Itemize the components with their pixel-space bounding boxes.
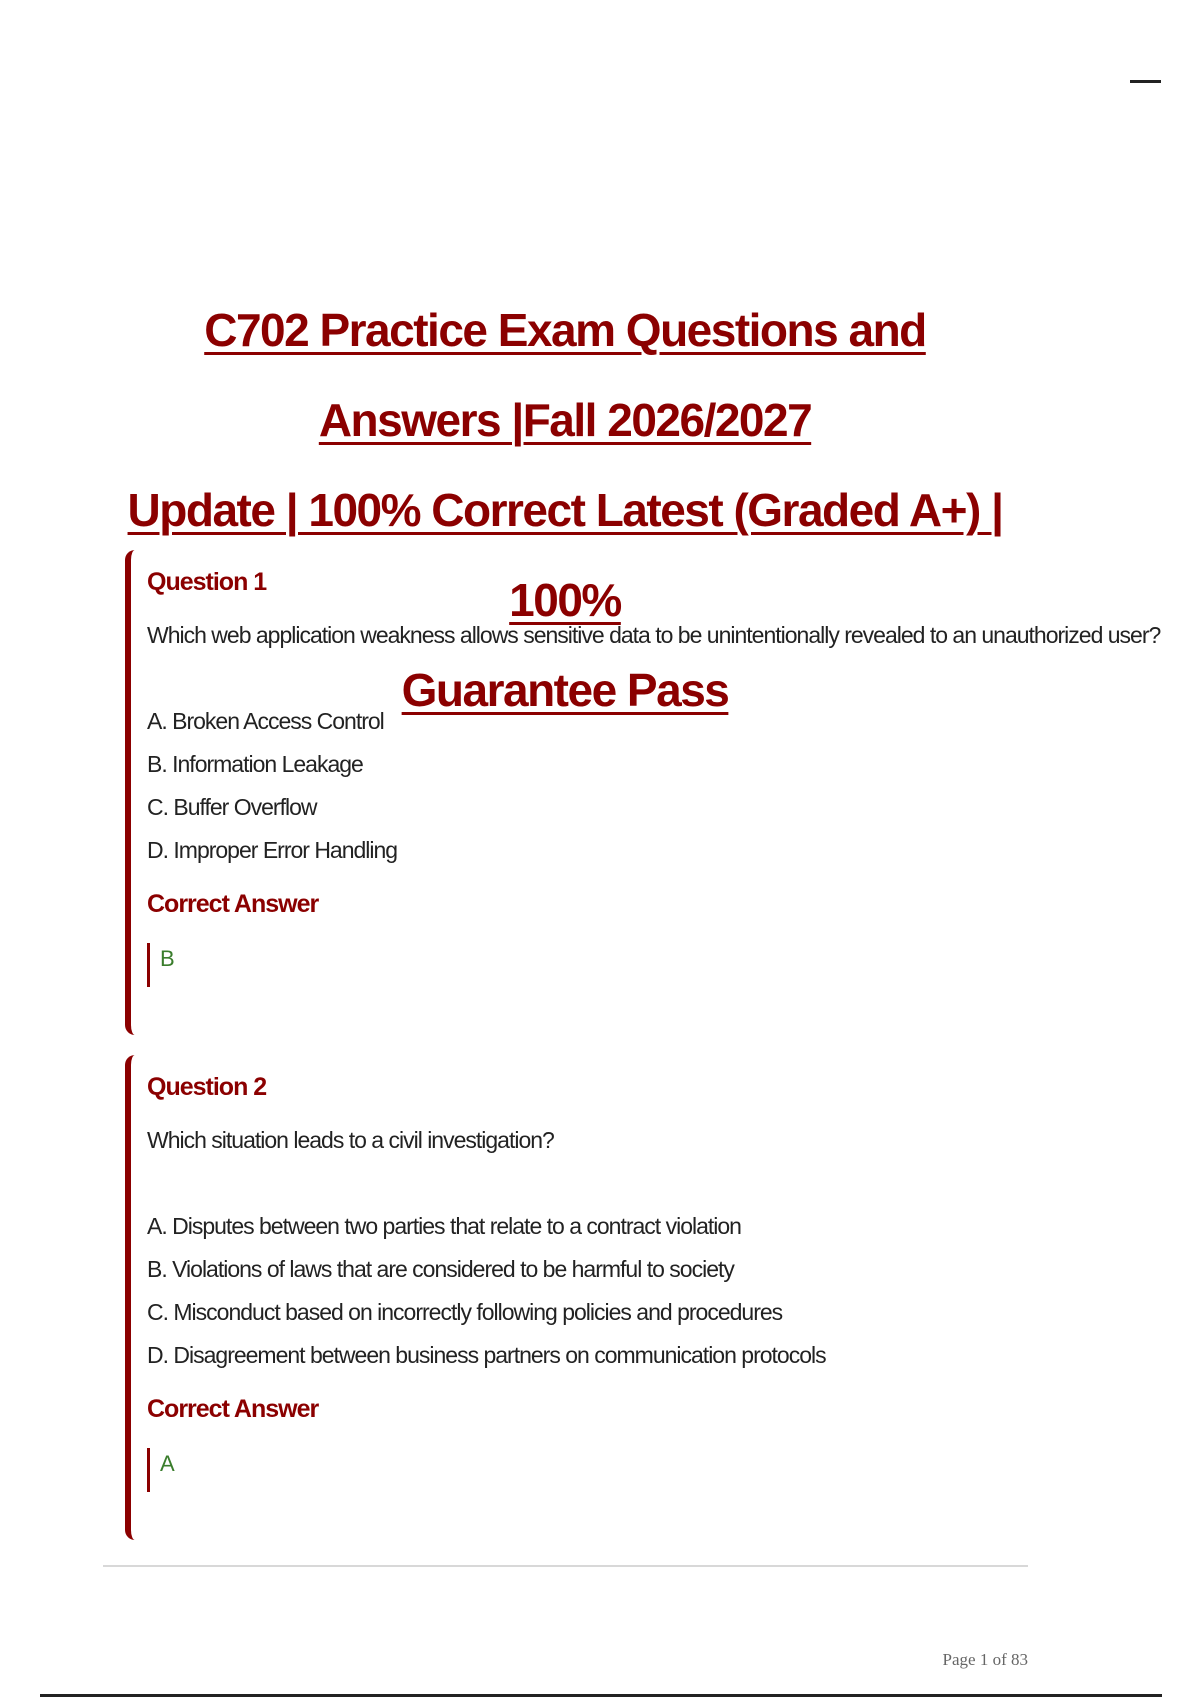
correct-answer-value: A xyxy=(147,1448,175,1492)
question-label: Question 1 xyxy=(147,568,267,596)
bottom-rule xyxy=(40,1694,1162,1697)
option-c: C. Buffer Overflow xyxy=(147,794,317,820)
option-a: A. Broken Access Control xyxy=(147,708,384,734)
option-c: C. Misconduct based on incorrectly following policies and procedures xyxy=(147,1299,783,1325)
option-a: A. Disputes between two parties that relate to a contract violation xyxy=(147,1213,741,1239)
corner-dash xyxy=(1130,80,1161,83)
option-b: B. Violations of laws that are considered to be harmful to society xyxy=(147,1256,734,1282)
option-d: D. Improper Error Handling xyxy=(147,837,398,863)
title-line-3: Guarantee Pass xyxy=(401,664,729,716)
question-block xyxy=(125,550,1161,1035)
title-line-2: Update | 100% Correct Latest (Graded A+) | 100% xyxy=(127,484,1003,626)
correct-answer-label: Correct Answer xyxy=(147,890,319,918)
answer-options xyxy=(147,700,397,872)
question-text: Which web application weakness allows sensitive data to be unintentionally revealed to an unauthorized user? xyxy=(147,622,1161,648)
title-line-1: C702 Practice Exam Questions and Answers |Fall 2026/2027 xyxy=(204,304,926,446)
question-label: Question 2 xyxy=(147,1073,267,1101)
correct-answer-label: Correct Answer xyxy=(147,1395,319,1423)
option-d: D. Disagreement between business partners on communication protocols xyxy=(147,1342,826,1368)
question-block xyxy=(125,1055,1025,1540)
correct-answer-value: B xyxy=(147,943,175,987)
question-text: Which situation leads to a civil investigation? xyxy=(147,1127,554,1153)
answer-options xyxy=(147,1205,826,1377)
option-b: B. Information Leakage xyxy=(147,751,363,777)
page-number: Page 1 of 83 xyxy=(942,1650,1028,1669)
footer-divider xyxy=(103,1565,1028,1567)
